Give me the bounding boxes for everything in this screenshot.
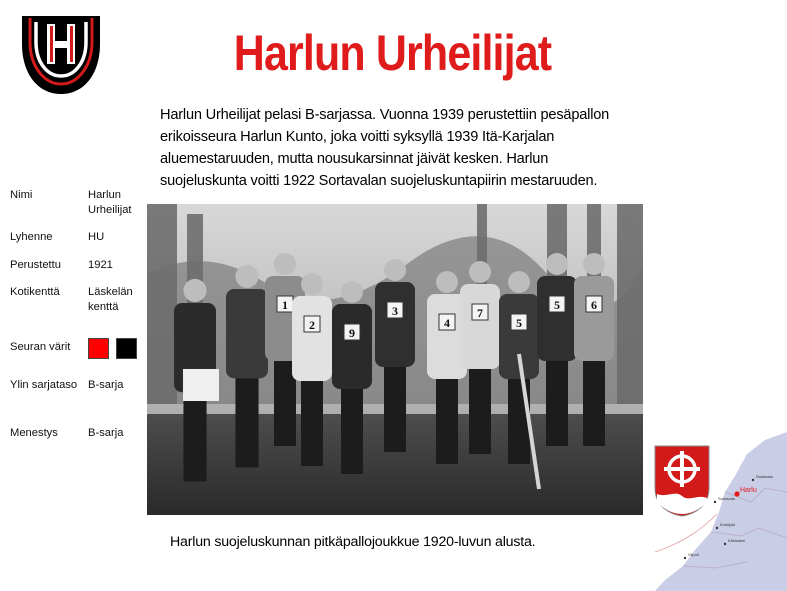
jersey-number: 6 [591,298,597,312]
jersey-number: 5 [554,298,560,312]
map-label: Ruskeala [756,474,773,479]
map-label: Harlu [740,487,757,494]
team-photo [147,204,643,515]
paper-sheet [183,369,219,401]
town-dot [752,479,754,481]
jersey-number: 1 [282,298,288,312]
info-label: Lyhenne [10,231,53,243]
info-value: B-sarja [88,379,124,391]
photo-caption: Harlun suojeluskunnan pitkäpallojoukkue 1920-luvun alusta. [170,534,536,550]
info-label: Nimi [10,189,33,201]
map-label: Viipuri [688,552,700,557]
club-logo [20,14,102,96]
info-label: Menestys [10,427,58,439]
town-dot [714,501,716,503]
info-value: Harlun Urheilijat [88,189,132,216]
location-marker [734,491,739,496]
club-color-swatch [88,338,109,359]
municipality-crest [653,444,711,518]
jersey-number: 5 [516,316,522,330]
town-dot [716,527,718,529]
info-value: B-sarja [88,427,124,439]
town-dot [684,557,686,559]
info-value: 1921 [88,259,113,271]
jersey-number: 9 [349,326,355,340]
club-color-swatch [116,338,137,359]
intro-text: Harlun Urheilijat pelasi B-sarjassa. Vuonna 1939 perustettiin pesäpallon erikoisseura Harlun Kunto, joka voitti syksyllä 1939 Itä-Karjalan aluemestaruuden, mutta nousukarsinnat jäivät kesken. Harlun suojeluskunta voitti 1922 Sortavalan suojeluskuntapiirin mestaruuden. [160,107,610,189]
info-label: Ylin sarjataso [10,379,78,391]
map-label: Sortavala [718,496,735,501]
jersey-number: 4 [444,316,450,330]
info-label: Kotikenttä [10,286,60,298]
town-dot [724,543,726,545]
map-label: Kurkijoki [720,522,736,527]
map-label: Käkisalmi [728,538,746,543]
jersey-number: 2 [309,318,315,332]
jersey-number: 7 [477,306,483,320]
info-value: Läskelän kenttä [88,286,133,313]
info-label: Perustettu [10,259,61,271]
info-value: HU [88,231,105,243]
jersey-number: 3 [392,304,398,318]
info-label: Seuran värit [10,341,71,353]
page-title: Harlun Urheilijat [233,25,552,81]
